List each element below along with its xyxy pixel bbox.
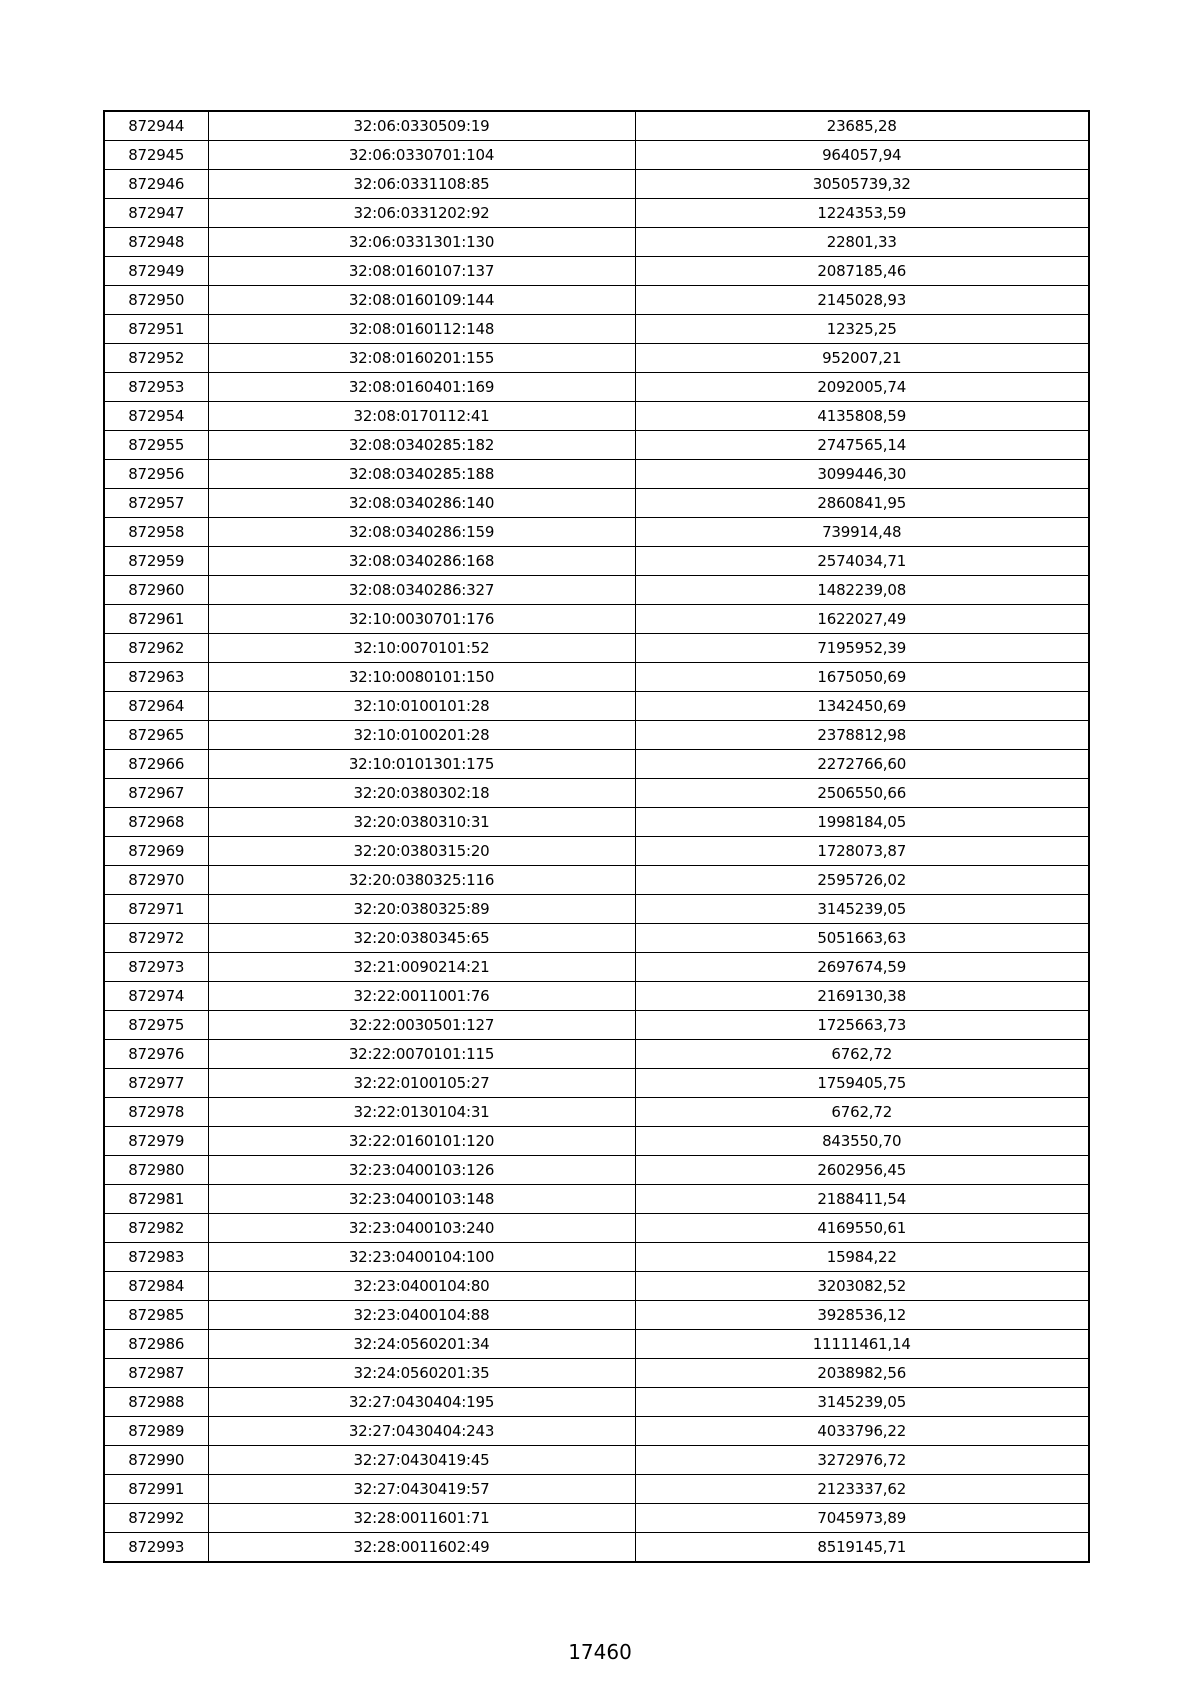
- table-row: [104, 1417, 1089, 1446]
- cadastral-number-cell: 32:27:0430404:243: [208, 1417, 635, 1446]
- value-cell: 6762,72: [635, 1040, 1089, 1069]
- record-number-cell: 872980: [104, 1156, 208, 1185]
- cadastral-number-cell: 32:24:0560201:35: [208, 1359, 635, 1388]
- cadastral-number-cell: 32:06:0330509:19: [208, 111, 635, 141]
- table-row: [104, 779, 1089, 808]
- table-row: [104, 1243, 1089, 1272]
- value-cell: 2747565,14: [635, 431, 1089, 460]
- cadastral-number-cell: 32:22:0070101:115: [208, 1040, 635, 1069]
- cadastral-number-cell: 32:23:0400103:148: [208, 1185, 635, 1214]
- table-row: [104, 1127, 1089, 1156]
- table-row: [104, 547, 1089, 576]
- table-row: [104, 1359, 1089, 1388]
- record-number-cell: 872993: [104, 1533, 208, 1563]
- record-number-cell: 872950: [104, 286, 208, 315]
- value-cell: 3145239,05: [635, 1388, 1089, 1417]
- value-cell: 3145239,05: [635, 895, 1089, 924]
- value-cell: 3928536,12: [635, 1301, 1089, 1330]
- cadastral-number-cell: 32:06:0331202:92: [208, 199, 635, 228]
- record-number-cell: 872971: [104, 895, 208, 924]
- value-cell: 2272766,60: [635, 750, 1089, 779]
- record-number-cell: 872947: [104, 199, 208, 228]
- cadastral-number-cell: 32:10:0100101:28: [208, 692, 635, 721]
- cadastral-number-cell: 32:21:0090214:21: [208, 953, 635, 982]
- cadastral-number-cell: 32:08:0340286:327: [208, 576, 635, 605]
- value-cell: 2038982,56: [635, 1359, 1089, 1388]
- records-table: [103, 110, 1090, 1563]
- table-row: [104, 1185, 1089, 1214]
- table-row: [104, 1069, 1089, 1098]
- cadastral-number-cell: 32:10:0080101:150: [208, 663, 635, 692]
- value-cell: 1998184,05: [635, 808, 1089, 837]
- record-number-cell: 872969: [104, 837, 208, 866]
- record-number-cell: 872981: [104, 1185, 208, 1214]
- value-cell: 2087185,46: [635, 257, 1089, 286]
- value-cell: 2860841,95: [635, 489, 1089, 518]
- record-number-cell: 872992: [104, 1504, 208, 1533]
- cadastral-number-cell: 32:22:0160101:120: [208, 1127, 635, 1156]
- record-number-cell: 872951: [104, 315, 208, 344]
- table-row: [104, 1330, 1089, 1359]
- record-number-cell: 872974: [104, 982, 208, 1011]
- value-cell: 2378812,98: [635, 721, 1089, 750]
- value-cell: 739914,48: [635, 518, 1089, 547]
- value-cell: 1728073,87: [635, 837, 1089, 866]
- value-cell: 2188411,54: [635, 1185, 1089, 1214]
- table-row: [104, 1272, 1089, 1301]
- cadastral-number-cell: 32:22:0100105:27: [208, 1069, 635, 1098]
- table-row: [104, 1388, 1089, 1417]
- record-number-cell: 872972: [104, 924, 208, 953]
- record-number-cell: 872975: [104, 1011, 208, 1040]
- value-cell: 2602956,45: [635, 1156, 1089, 1185]
- table-row: [104, 344, 1089, 373]
- value-cell: 6762,72: [635, 1098, 1089, 1127]
- record-number-cell: 872979: [104, 1127, 208, 1156]
- record-number-cell: 872955: [104, 431, 208, 460]
- value-cell: 7045973,89: [635, 1504, 1089, 1533]
- value-cell: 2574034,71: [635, 547, 1089, 576]
- cadastral-number-cell: 32:20:0380310:31: [208, 808, 635, 837]
- record-number-cell: 872953: [104, 373, 208, 402]
- table-row: [104, 605, 1089, 634]
- value-cell: 952007,21: [635, 344, 1089, 373]
- table-row: [104, 257, 1089, 286]
- cadastral-number-cell: 32:10:0030701:176: [208, 605, 635, 634]
- record-number-cell: 872946: [104, 170, 208, 199]
- table-row: [104, 170, 1089, 199]
- cadastral-number-cell: 32:06:0331108:85: [208, 170, 635, 199]
- value-cell: 11111461,14: [635, 1330, 1089, 1359]
- record-number-cell: 872961: [104, 605, 208, 634]
- value-cell: 23685,28: [635, 111, 1089, 141]
- table-row: [104, 286, 1089, 315]
- table-row: [104, 924, 1089, 953]
- table-row: [104, 982, 1089, 1011]
- table-row: [104, 460, 1089, 489]
- record-number-cell: 872991: [104, 1475, 208, 1504]
- table-row: [104, 373, 1089, 402]
- cadastral-number-cell: 32:06:0331301:130: [208, 228, 635, 257]
- value-cell: 4169550,61: [635, 1214, 1089, 1243]
- cadastral-number-cell: 32:22:0030501:127: [208, 1011, 635, 1040]
- table-row: [104, 1214, 1089, 1243]
- value-cell: 4135808,59: [635, 402, 1089, 431]
- record-number-cell: 872986: [104, 1330, 208, 1359]
- record-number-cell: 872983: [104, 1243, 208, 1272]
- record-number-cell: 872987: [104, 1359, 208, 1388]
- table-row: [104, 692, 1089, 721]
- cadastral-number-cell: 32:08:0160201:155: [208, 344, 635, 373]
- record-number-cell: 872945: [104, 141, 208, 170]
- value-cell: 4033796,22: [635, 1417, 1089, 1446]
- cadastral-number-cell: 32:23:0400103:126: [208, 1156, 635, 1185]
- record-number-cell: 872968: [104, 808, 208, 837]
- table-row: [104, 1301, 1089, 1330]
- value-cell: 2506550,66: [635, 779, 1089, 808]
- table-row: [104, 141, 1089, 170]
- record-number-cell: 872978: [104, 1098, 208, 1127]
- value-cell: 3203082,52: [635, 1272, 1089, 1301]
- table-row: [104, 518, 1089, 547]
- record-number-cell: 872957: [104, 489, 208, 518]
- value-cell: 2169130,38: [635, 982, 1089, 1011]
- value-cell: 2697674,59: [635, 953, 1089, 982]
- cadastral-number-cell: 32:08:0160107:137: [208, 257, 635, 286]
- table-row: [104, 1098, 1089, 1127]
- value-cell: 1224353,59: [635, 199, 1089, 228]
- table-row: [104, 1504, 1089, 1533]
- table-row: [104, 837, 1089, 866]
- table-row: [104, 663, 1089, 692]
- table-row: [104, 953, 1089, 982]
- table-row: [104, 1011, 1089, 1040]
- record-number-cell: 872982: [104, 1214, 208, 1243]
- record-number-cell: 872988: [104, 1388, 208, 1417]
- value-cell: 2123337,62: [635, 1475, 1089, 1504]
- cadastral-number-cell: 32:10:0070101:52: [208, 634, 635, 663]
- table-row: [104, 402, 1089, 431]
- cadastral-number-cell: 32:08:0340285:182: [208, 431, 635, 460]
- record-number-cell: 872948: [104, 228, 208, 257]
- cadastral-number-cell: 32:08:0340286:159: [208, 518, 635, 547]
- table-row: [104, 228, 1089, 257]
- cadastral-number-cell: 32:08:0170112:41: [208, 402, 635, 431]
- cadastral-number-cell: 32:20:0380325:89: [208, 895, 635, 924]
- value-cell: 1482239,08: [635, 576, 1089, 605]
- record-number-cell: 872960: [104, 576, 208, 605]
- table-row: [104, 199, 1089, 228]
- value-cell: 8519145,71: [635, 1533, 1089, 1563]
- value-cell: 1725663,73: [635, 1011, 1089, 1040]
- cadastral-number-cell: 32:06:0330701:104: [208, 141, 635, 170]
- value-cell: 1675050,69: [635, 663, 1089, 692]
- records-table-body: [104, 111, 1089, 1562]
- value-cell: 843550,70: [635, 1127, 1089, 1156]
- cadastral-number-cell: 32:23:0400103:240: [208, 1214, 635, 1243]
- value-cell: 964057,94: [635, 141, 1089, 170]
- table-row: [104, 1156, 1089, 1185]
- record-number-cell: 872964: [104, 692, 208, 721]
- cadastral-number-cell: 32:28:0011602:49: [208, 1533, 635, 1563]
- table-row: [104, 431, 1089, 460]
- table-row: [104, 111, 1089, 141]
- cadastral-number-cell: 32:10:0100201:28: [208, 721, 635, 750]
- table-row: [104, 866, 1089, 895]
- table-row: [104, 489, 1089, 518]
- record-number-cell: 872958: [104, 518, 208, 547]
- cadastral-number-cell: 32:27:0430419:45: [208, 1446, 635, 1475]
- table-row: [104, 750, 1089, 779]
- cadastral-number-cell: 32:23:0400104:80: [208, 1272, 635, 1301]
- value-cell: 3272976,72: [635, 1446, 1089, 1475]
- record-number-cell: 872963: [104, 663, 208, 692]
- cadastral-number-cell: 32:08:0340286:168: [208, 547, 635, 576]
- value-cell: 15984,22: [635, 1243, 1089, 1272]
- table-row: [104, 576, 1089, 605]
- record-number-cell: 872976: [104, 1040, 208, 1069]
- record-number-cell: 872985: [104, 1301, 208, 1330]
- value-cell: 7195952,39: [635, 634, 1089, 663]
- record-number-cell: 872989: [104, 1417, 208, 1446]
- record-number-cell: 872944: [104, 111, 208, 141]
- record-number-cell: 872954: [104, 402, 208, 431]
- record-number-cell: 872949: [104, 257, 208, 286]
- table-row: [104, 634, 1089, 663]
- value-cell: 5051663,63: [635, 924, 1089, 953]
- cadastral-number-cell: 32:22:0011001:76: [208, 982, 635, 1011]
- value-cell: 22801,33: [635, 228, 1089, 257]
- page-number: 17460: [568, 1640, 632, 1664]
- value-cell: 1622027,49: [635, 605, 1089, 634]
- cadastral-number-cell: 32:20:0380345:65: [208, 924, 635, 953]
- cadastral-number-cell: 32:08:0340285:188: [208, 460, 635, 489]
- value-cell: 3099446,30: [635, 460, 1089, 489]
- cadastral-number-cell: 32:23:0400104:88: [208, 1301, 635, 1330]
- cadastral-number-cell: 32:27:0430404:195: [208, 1388, 635, 1417]
- record-number-cell: 872966: [104, 750, 208, 779]
- cadastral-number-cell: 32:08:0160401:169: [208, 373, 635, 402]
- cadastral-number-cell: 32:20:0380325:116: [208, 866, 635, 895]
- cadastral-number-cell: 32:23:0400104:100: [208, 1243, 635, 1272]
- record-number-cell: 872984: [104, 1272, 208, 1301]
- cadastral-number-cell: 32:28:0011601:71: [208, 1504, 635, 1533]
- record-number-cell: 872970: [104, 866, 208, 895]
- table-row: [104, 895, 1089, 924]
- record-number-cell: 872977: [104, 1069, 208, 1098]
- table-row: [104, 1040, 1089, 1069]
- value-cell: 1759405,75: [635, 1069, 1089, 1098]
- value-cell: 12325,25: [635, 315, 1089, 344]
- record-number-cell: 872959: [104, 547, 208, 576]
- cadastral-number-cell: 32:08:0340286:140: [208, 489, 635, 518]
- cadastral-number-cell: 32:24:0560201:34: [208, 1330, 635, 1359]
- value-cell: 2145028,93: [635, 286, 1089, 315]
- table-row: [104, 1533, 1089, 1563]
- record-number-cell: 872962: [104, 634, 208, 663]
- record-number-cell: 872973: [104, 953, 208, 982]
- cadastral-number-cell: 32:20:0380315:20: [208, 837, 635, 866]
- record-number-cell: 872956: [104, 460, 208, 489]
- cadastral-number-cell: 32:08:0160109:144: [208, 286, 635, 315]
- table-row: [104, 315, 1089, 344]
- cadastral-number-cell: 32:27:0430419:57: [208, 1475, 635, 1504]
- cadastral-number-cell: 32:10:0101301:175: [208, 750, 635, 779]
- table-row: [104, 1475, 1089, 1504]
- cadastral-number-cell: 32:22:0130104:31: [208, 1098, 635, 1127]
- record-number-cell: 872990: [104, 1446, 208, 1475]
- record-number-cell: 872952: [104, 344, 208, 373]
- value-cell: 30505739,32: [635, 170, 1089, 199]
- value-cell: 2595726,02: [635, 866, 1089, 895]
- record-number-cell: 872965: [104, 721, 208, 750]
- record-number-cell: 872967: [104, 779, 208, 808]
- table-row: [104, 721, 1089, 750]
- value-cell: 2092005,74: [635, 373, 1089, 402]
- cadastral-number-cell: 32:20:0380302:18: [208, 779, 635, 808]
- cadastral-number-cell: 32:08:0160112:148: [208, 315, 635, 344]
- table-row: [104, 808, 1089, 837]
- value-cell: 1342450,69: [635, 692, 1089, 721]
- table-row: [104, 1446, 1089, 1475]
